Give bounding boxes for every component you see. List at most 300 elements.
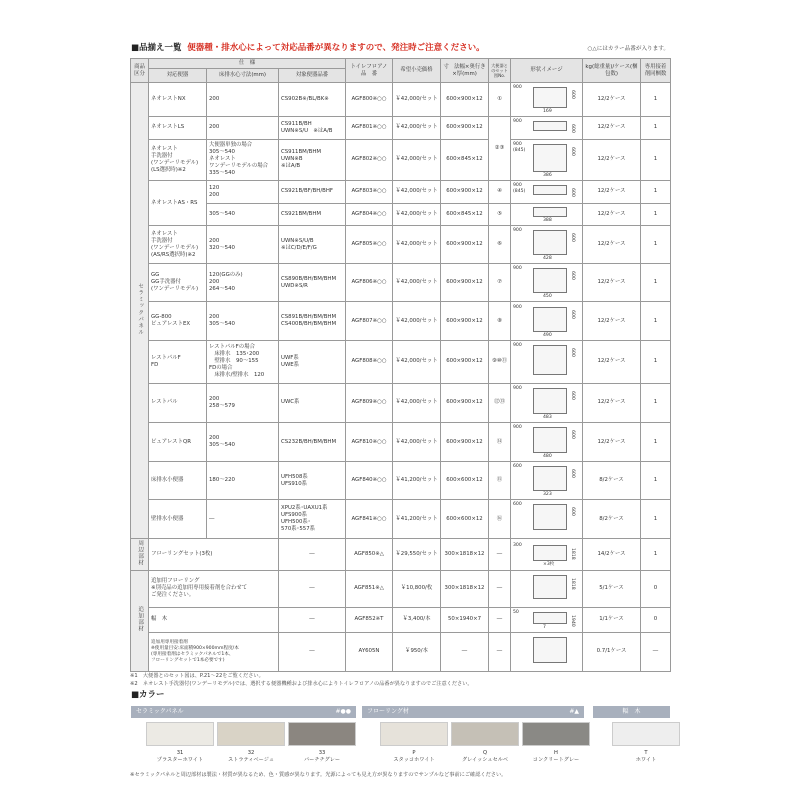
dim-depth: 600 <box>569 187 575 197</box>
panel-shape <box>533 121 567 131</box>
adhesive-count: 1 <box>641 500 671 539</box>
shape-image-cell <box>511 180 583 203</box>
model-number: XPU2系･UAXU1系 UFS900系 UFH500系･ 570系･557系 <box>279 500 346 539</box>
item-name: 追加用専用接着剤 ※使用量目安:床面積900×900mm程度/本 (専用接着剤はセラミックパネルで1本、 フローリングセットで1本必要です) <box>149 632 279 671</box>
swatch-name: ストラティベージュ <box>227 756 275 763</box>
shape-image-cell <box>511 423 583 462</box>
section-title: ■品揃え一覧 <box>131 43 182 53</box>
size: 600×600×12 <box>441 500 489 539</box>
set-figure: ⑯ <box>489 500 511 539</box>
col-weight: kg(総重量)/ケース(梱包数) <box>583 59 641 83</box>
dim-width: 900 (845) <box>513 141 526 153</box>
adhesive-count: 1 <box>641 203 671 226</box>
dim-depth: 600 <box>569 390 575 400</box>
model-number: UFH508系 UFS910系 <box>279 462 346 500</box>
dim-depth: 600 <box>569 430 575 439</box>
dim-depth: 600 <box>569 123 575 133</box>
panel-shape <box>533 504 567 530</box>
size: 600×900×12 <box>441 117 489 140</box>
panel-shape <box>533 612 567 624</box>
color-note: ○△にはカラー品番が入ります。 <box>587 46 669 52</box>
model-number: UWC系 <box>279 383 346 422</box>
part-number: AGF840※○○ <box>346 462 393 500</box>
color-swatch <box>288 722 356 746</box>
table-row <box>131 83 671 117</box>
shape-image-cell <box>511 383 583 422</box>
panel-shape <box>533 307 567 332</box>
weight-case: 12/2ケース <box>583 83 641 117</box>
toilet-name: レストパル <box>149 383 207 422</box>
weight-case: 1/1ケース <box>583 607 641 632</box>
color-swatch <box>612 722 680 746</box>
dim-depth: 600 <box>569 469 575 479</box>
toilet-name: ネオレストLS <box>149 117 207 140</box>
size: 600×900×12 <box>441 180 489 203</box>
price: ￥3,400/本 <box>393 607 441 632</box>
weight-case: 0.7/1ケース <box>583 632 641 671</box>
notice-text: 便器種・排水心によって対応品番が異なりますので、発注時ご注意ください。 <box>187 43 485 53</box>
table-row <box>131 539 671 570</box>
size: 600×900×12 <box>441 423 489 462</box>
size: 600×900×12 <box>441 383 489 422</box>
set-figure: ① <box>489 83 511 117</box>
weight-case: 5/1ケース <box>583 570 641 607</box>
shape-image <box>511 609 582 631</box>
table-row <box>131 180 671 203</box>
price: ￥41,200/セット <box>393 462 441 500</box>
weight-case: 8/2ケース <box>583 500 641 539</box>
category-extra <box>131 570 149 671</box>
set-figure: ― <box>489 570 511 607</box>
set-figure: ― <box>489 607 511 632</box>
part-number: AGF801※○○ <box>346 117 393 140</box>
dim-width: 900 <box>513 228 522 234</box>
part-number: AGF806※○○ <box>346 264 393 302</box>
set-figure: ⑨⑩⑪ <box>489 340 511 383</box>
dim-width: 300 <box>513 542 522 548</box>
table-row <box>131 302 671 340</box>
dim-depth: 1818 <box>569 547 575 560</box>
shape-image-cell <box>511 607 583 632</box>
swatch-label <box>288 750 356 764</box>
table-row <box>131 226 671 264</box>
color-swatch <box>217 722 285 746</box>
toilet-name: ピュアレストQR <box>149 423 207 462</box>
color-group-label: 幅 木 <box>622 708 641 715</box>
toilet-name: ネオレストAS・RS <box>149 180 207 225</box>
table-row <box>131 139 671 180</box>
shape-image <box>511 501 582 537</box>
table-row <box>131 570 671 607</box>
adhesive-count: 1 <box>641 340 671 383</box>
model-number: ― <box>279 539 346 570</box>
set-figure: ⑥ <box>489 226 511 264</box>
table-body <box>131 83 671 672</box>
dim-width: 900 <box>513 304 522 310</box>
model-number: CS911B/BH UWN※S/U ※はA/B <box>279 117 346 140</box>
set-figure: ― <box>489 632 511 671</box>
dim-offset: 169 <box>543 109 552 115</box>
weight-case: 12/2ケース <box>583 226 641 264</box>
table-row <box>131 632 671 671</box>
shape-image <box>511 572 582 606</box>
dim-depth: 1940 <box>569 614 575 627</box>
shape-image <box>511 463 582 498</box>
part-number: AGF810※○○ <box>346 423 393 462</box>
weight-case: 12/2ケース <box>583 203 641 226</box>
set-figure: ⑮ <box>489 462 511 500</box>
size: 600×900×12 <box>441 226 489 264</box>
part-number: AGF807※○○ <box>346 302 393 340</box>
shape-image-cell <box>511 462 583 500</box>
drain-size: 200 305～540 <box>207 423 279 462</box>
panel-shape <box>533 427 567 453</box>
weight-case: 12/2ケース <box>583 139 641 180</box>
dim-offset: 323 <box>543 492 552 498</box>
shape-image-cell <box>511 117 583 140</box>
shape-image-cell <box>511 570 583 607</box>
dim-offset: 388 <box>543 218 552 224</box>
shape-image-cell <box>511 139 583 180</box>
part-number: AGF852※T <box>346 607 393 632</box>
table-row <box>131 462 671 500</box>
swatch-label <box>451 750 519 764</box>
set-figure: ⑧ <box>489 302 511 340</box>
model-number: CS921BM/BHM <box>279 203 346 226</box>
price: ￥42,000/セット <box>393 203 441 226</box>
adhesive-count: 1 <box>641 423 671 462</box>
shape-image <box>511 118 582 138</box>
set-figure: ⑤ <box>489 203 511 226</box>
shape-image <box>511 385 582 421</box>
note-2: ※2 ネオレスト手洗器付(ワンデーリモデル)では、選択する便器機種および排水心によりトイレフロアノの品番が異なりますのでご注意ください。 <box>130 680 473 687</box>
weight-case: 14/2ケース <box>583 539 641 570</box>
model-number: ― <box>279 570 346 607</box>
swatch-name: プラスターホワイト <box>156 756 204 763</box>
dim-width: 900 <box>513 85 522 90</box>
dim-depth: 600 <box>569 271 575 281</box>
weight-case: 12/2ケース <box>583 302 641 340</box>
toilet-name: GG-800 ピュアレストEX <box>149 302 207 340</box>
model-number: CS891B/BH/BM/BHM CS400B/BH/BM/BHM <box>279 302 346 340</box>
toilet-name: レストパルF FD <box>149 340 207 383</box>
dim-depth: 600 <box>569 233 575 243</box>
footer-note: ※セラミックパネルと周辺部材は製法・材質が異なるため、色・質感が異なります。光源によっても見え方が異なりますのでサンプルなど事前にご確認ください。 <box>130 772 507 778</box>
table-row <box>131 607 671 632</box>
swatch-name: ホワイト <box>635 756 657 763</box>
color-group-flooring <box>362 706 584 718</box>
panel-shape <box>533 575 567 599</box>
dim-offset: 483 <box>543 415 552 420</box>
shape-image-cell <box>511 302 583 340</box>
dim-width: 600 <box>513 502 522 508</box>
adhesive-count: 1 <box>641 539 671 570</box>
panel-shape <box>533 230 567 255</box>
size: 600×900×12 <box>441 302 489 340</box>
swatch-code: H <box>554 750 558 756</box>
shape-image <box>511 204 582 224</box>
shape-image-cell <box>511 340 583 383</box>
model-number: CS232B/BH/BM/BHM <box>279 423 346 462</box>
size: ― <box>441 632 489 671</box>
part-number: AGF850※△ <box>346 539 393 570</box>
swatch-code: 33 <box>318 750 326 756</box>
panel-shape <box>533 268 567 293</box>
model-number: ― <box>279 607 346 632</box>
shape-image-cell <box>511 264 583 302</box>
adhesive-count: ― <box>641 632 671 671</box>
shape-image <box>511 542 582 568</box>
category-periphery <box>131 539 149 570</box>
price: ￥42,000/セット <box>393 264 441 302</box>
adhesive-count: 1 <box>641 180 671 203</box>
toilet-name: ネオレストNX <box>149 83 207 117</box>
col-setfig: 大便器とのセット図No. <box>489 59 511 83</box>
category-label: 追加部材 <box>137 606 144 633</box>
price: ￥42,000/セット <box>393 383 441 422</box>
dim-offset: 386 <box>543 172 552 178</box>
shape-image <box>511 141 582 179</box>
col-size: 寸 法幅×奥行き×厚(mm) <box>441 59 489 83</box>
dim-offset: ×3枚 <box>543 561 555 567</box>
swatch-label <box>146 750 214 764</box>
col-toilet: 対応便器 <box>149 69 207 83</box>
table-row <box>131 423 671 462</box>
shape-image-cell <box>511 632 583 671</box>
model-number: UWN※S/U/B ※はC/D/E/F/G <box>279 226 346 264</box>
set-figure: ⑭ <box>489 423 511 462</box>
model-number: CS911BM/BHM UWN※B ※はA/B <box>279 139 346 180</box>
size: 600×845×12 <box>441 203 489 226</box>
price: ￥42,000/セット <box>393 83 441 117</box>
shape-image <box>511 84 582 115</box>
adhesive-count: 1 <box>641 302 671 340</box>
note-1: ※1 大便器とのセット図は、P.21～22をご覧ください。 <box>130 673 264 679</box>
dim-depth: 1818 <box>569 577 575 590</box>
swatch-code: 32 <box>247 750 255 756</box>
part-number: AGF804※○○ <box>346 203 393 226</box>
dim-offset: 428 <box>543 256 552 262</box>
weight-case: 12/2ケース <box>583 180 641 203</box>
shape-image-cell <box>511 83 583 117</box>
shape-image <box>511 342 582 382</box>
header <box>131 43 669 55</box>
set-figure: ⑦ <box>489 264 511 302</box>
price: ￥10,800/枚 <box>393 570 441 607</box>
item-name: 追加用フローリング ※別売品の追加用専用接着剤を合わせて ご発注ください。 <box>149 570 279 607</box>
shape-image <box>511 182 582 202</box>
price: ￥42,000/セット <box>393 340 441 383</box>
dim-offset: 450 <box>543 294 552 300</box>
drain-size: レストパルFの場合 床排水 135･200 壁排水 90～155 FDの場合 床排水/壁排水 120 <box>207 340 279 383</box>
adhesive-count: 1 <box>641 264 671 302</box>
item-name: フローリングセット(3枚) <box>149 539 279 570</box>
weight-case: 8/2ケース <box>583 462 641 500</box>
panel-shape <box>533 185 567 195</box>
category-ceramic <box>131 83 149 539</box>
table-row <box>131 117 671 140</box>
table-row <box>131 203 671 226</box>
size: 600×845×12 <box>441 139 489 180</box>
price: ￥42,000/セット <box>393 139 441 180</box>
panel-shape <box>533 545 567 561</box>
shape-image <box>511 634 582 670</box>
table-row <box>131 500 671 539</box>
price: ￥42,000/セット <box>393 423 441 462</box>
dim-depth: 600 <box>569 507 575 517</box>
swatch-name: グレイッシュセルベ <box>461 756 509 763</box>
drain-size: 大便器単独の場合 305～540 ネオレスト ワンデーリモデルの場合 335～540 <box>207 139 279 180</box>
color-swatch <box>146 722 214 746</box>
panel-shape <box>533 345 567 375</box>
price: ￥950/本 <box>393 632 441 671</box>
adhesive-count: 0 <box>641 607 671 632</box>
model-number: CS902B※/BL/BK※ <box>279 83 346 117</box>
panel-shape <box>533 207 567 217</box>
dim-offset: 490 <box>543 332 552 338</box>
swatch-code: T <box>644 750 648 756</box>
drain-size: 200 <box>207 83 279 117</box>
drain-size: 200 <box>207 117 279 140</box>
weight-case: 12/2ケース <box>583 383 641 422</box>
size: 50×1940×7 <box>441 607 489 632</box>
swatch-code: 31 <box>176 750 184 756</box>
table-row <box>131 340 671 383</box>
panel-shape <box>533 388 567 414</box>
model-number: CS890B/BH/BM/BHM UWD※S/R <box>279 264 346 302</box>
size: 600×900×12 <box>441 340 489 383</box>
drain-size: 200 320～540 <box>207 226 279 264</box>
weight-case: 12/2ケース <box>583 264 641 302</box>
part-number: AGF841※○○ <box>346 500 393 539</box>
shape-image-cell <box>511 203 583 226</box>
price: ￥42,000/セット <box>393 180 441 203</box>
size: 600×900×12 <box>441 264 489 302</box>
swatch-name: コンクリートグレー <box>532 756 580 763</box>
swatch-code: P <box>412 750 416 756</box>
item-name: 幅 木 <box>149 607 279 632</box>
col-spec: 仕 様 <box>149 59 346 69</box>
drain-size: 120 200 <box>207 180 279 203</box>
toilet-name: 床排水小便器 <box>149 462 207 500</box>
drain-size: 305～540 <box>207 203 279 226</box>
part-number: AY605N <box>346 632 393 671</box>
shape-image-cell <box>511 226 583 264</box>
adhesive-count: 1 <box>641 226 671 264</box>
price: ￥42,000/セット <box>393 302 441 340</box>
shape-image-cell <box>511 539 583 570</box>
size: 300×1818×12 <box>441 570 489 607</box>
size: 300×1818×12 <box>441 539 489 570</box>
dim-width: 900 <box>513 342 522 348</box>
drain-size: 180～220 <box>207 462 279 500</box>
col-model: 対象便器品番 <box>279 69 346 83</box>
swatch-name: バーチチグレー <box>303 756 341 763</box>
category-label: セラミックパネル <box>137 282 144 336</box>
toilet-name: GG GG手洗器付 (ワンデーリモデル) <box>149 264 207 302</box>
size: 600×600×12 <box>441 462 489 500</box>
panel-shape <box>533 144 567 172</box>
dim-depth: 600 <box>569 309 575 319</box>
shape-image <box>511 304 582 339</box>
dim-offset: 7 <box>543 624 546 630</box>
adhesive-count: 1 <box>641 117 671 140</box>
drain-size: ― <box>207 500 279 539</box>
weight-case: 12/2ケース <box>583 340 641 383</box>
col-category: 商品区分 <box>131 59 149 83</box>
adhesive-count: 1 <box>641 383 671 422</box>
col-drain: 床排水心寸法(mm) <box>207 69 279 83</box>
price: ￥41,200/セット <box>393 500 441 539</box>
price: ￥42,000/セット <box>393 117 441 140</box>
shape-image-cell <box>511 500 583 539</box>
price: ￥29,550/セット <box>393 539 441 570</box>
color-group-baseboard <box>593 706 670 718</box>
dim-width: 900 <box>513 266 522 272</box>
panel-shape <box>533 466 567 491</box>
part-number: AGF808※○○ <box>346 340 393 383</box>
colors-title: ■カラー <box>131 690 165 700</box>
price: ￥42,000/セット <box>393 226 441 264</box>
dim-offset: 480 <box>543 454 552 460</box>
dim-width: 600 <box>513 464 522 470</box>
dim-depth: 600 <box>569 347 575 357</box>
part-number: AGF809※○○ <box>346 383 393 422</box>
shape-image <box>511 265 582 300</box>
model-number: ― <box>279 632 346 671</box>
adhesive-count: 0 <box>641 570 671 607</box>
swatch-label <box>380 750 448 764</box>
color-swatch <box>380 722 448 746</box>
dim-width: 900 <box>513 118 522 124</box>
col-part: トイレフロアノ品 番 <box>346 59 393 83</box>
color-group-code: #●● <box>335 708 351 715</box>
drain-size: 200 305～540 <box>207 302 279 340</box>
drain-size: 120(GGのみ) 200 264～540 <box>207 264 279 302</box>
panel-shape <box>533 637 567 663</box>
set-figure: ⑫⑬ <box>489 383 511 422</box>
swatch-code: Q <box>482 750 488 756</box>
drain-size: 200 258～579 <box>207 383 279 422</box>
set-figure: ― <box>489 539 511 570</box>
adhesive-count: 1 <box>641 462 671 500</box>
model-number: UWF系 UWE系 <box>279 340 346 383</box>
shape-image <box>511 424 582 460</box>
col-shape: 形状イメージ <box>511 59 583 83</box>
color-group-code: #▲ <box>569 708 579 715</box>
part-number: AGF851※△ <box>346 570 393 607</box>
color-swatch <box>522 722 590 746</box>
set-figure: ④ <box>489 180 511 203</box>
col-price: 希望小売価格 <box>393 59 441 83</box>
col-adhesive: 専用接着剤同梱数 <box>641 59 671 83</box>
size: 600×900×12 <box>441 83 489 117</box>
dim-width: 50 <box>513 609 519 615</box>
toilet-name: ネオレスト 手洗器付 (ワンデーリモデル) (LS選択時)※2 <box>149 139 207 180</box>
weight-case: 12/2ケース <box>583 423 641 462</box>
table-row <box>131 383 671 422</box>
part-number: AGF802※○○ <box>346 139 393 180</box>
category-label: 周辺部材 <box>137 539 144 567</box>
swatch-label <box>522 750 590 764</box>
swatch-label <box>217 750 285 764</box>
product-table <box>130 58 671 672</box>
swatch-name: スタッコホワイト <box>393 756 435 763</box>
part-number: AGF803※○○ <box>346 180 393 203</box>
notes <box>130 672 670 688</box>
part-number: AGF800※○○ <box>346 83 393 117</box>
color-group-label: フローリング材 <box>367 708 409 715</box>
